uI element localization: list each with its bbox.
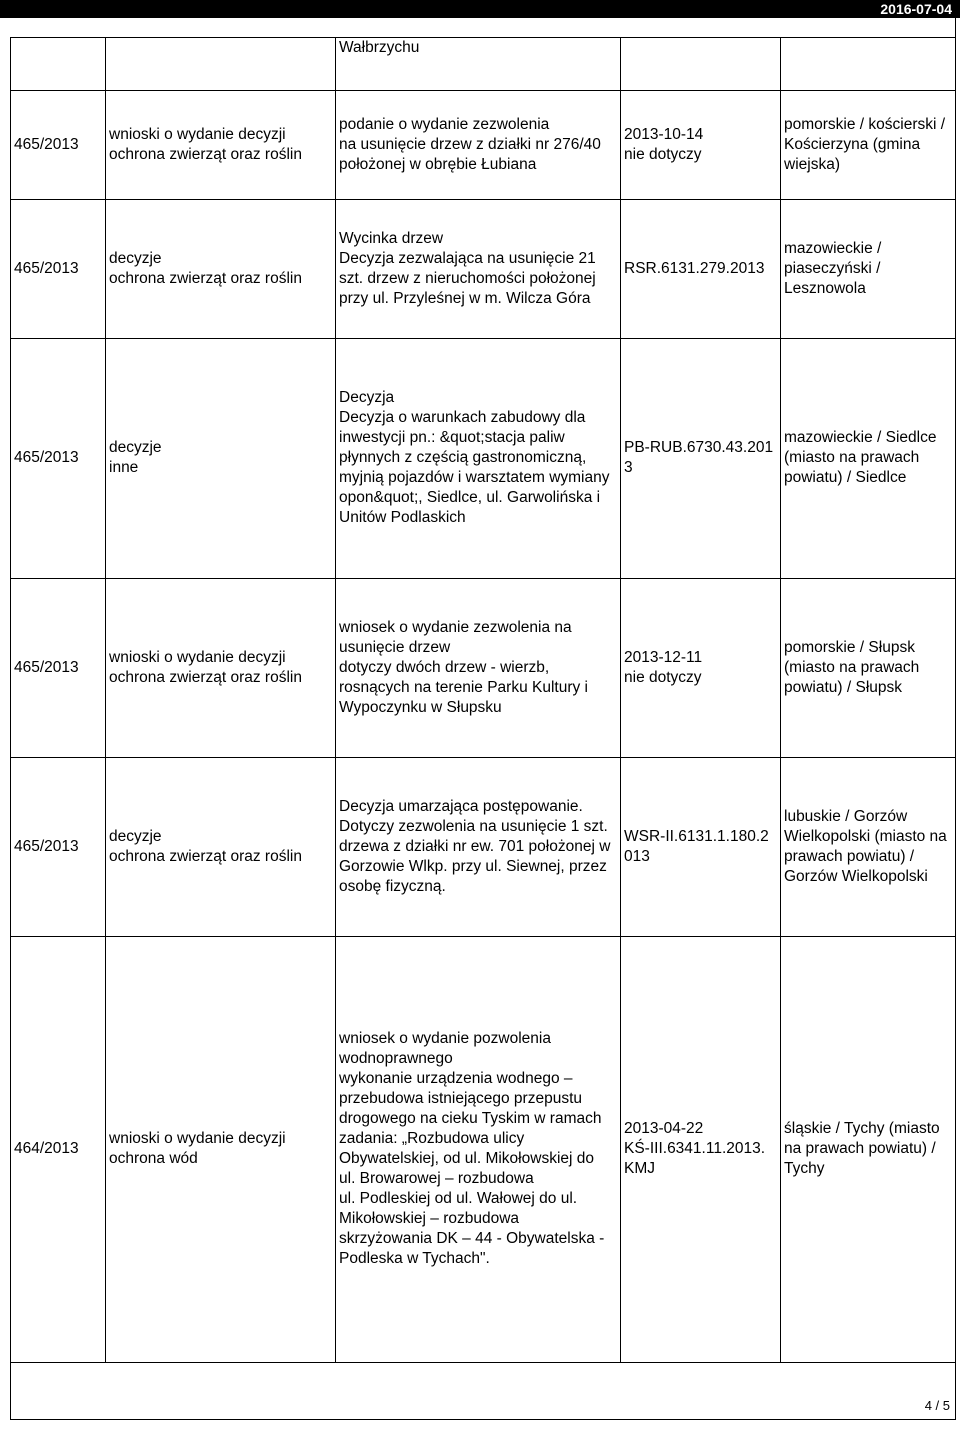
row-location [784,339,953,577]
row-date-ref [624,339,778,577]
row-category-line: wnioski o wydanie decyzji [109,125,286,143]
row-description-line: Decyzja umarzająca postępowanie. [339,797,583,815]
row-number [14,200,103,337]
row-description-line: wodnoprawnego [339,1050,453,1067]
row-description-line: Dotyczy zezwolenia na usunięcie 1 szt. [339,817,608,835]
row-category-line: ochrona wód [109,1150,198,1167]
grid-line-left [10,37,11,1362]
row-description-line: przy ul. Przyleśnej w m. Wilcza Góra [339,289,591,307]
row-category [109,339,333,577]
row-number-line: 465/2013 [14,259,79,277]
row-category-line: decyzje [109,249,162,267]
row-date-ref-line: 3 [624,459,633,476]
grid-line-row-7 [10,1362,956,1363]
row-description-line: wniosek o wydanie zezwolenia na [339,618,572,636]
row-description-line: Wycinka drzew [339,229,444,247]
row-date-ref-line: 013 [624,847,650,865]
row-description-line: osobę fizyczną. [339,877,446,895]
row-location [784,91,953,198]
row-location-line: Lesznowola [784,279,866,297]
row-description-line: Decyzja [339,389,395,406]
row-number-line: 465/2013 [14,837,79,855]
row-category-line: ochrona zwierząt oraz roślin [109,668,302,686]
row-date-ref-line: RSR.6131.279.2013 [624,259,765,277]
row-description-line: Gorzowie Wlkp. przy ul. Siewnej, przez [339,857,607,875]
row-date-ref-line: 2013-04-22 [624,1120,704,1137]
row-description [339,758,618,935]
row-date-ref-line: WSR-II.6131.1.180.2 [624,827,769,845]
row-description-line: płynnych z częścią gastronomiczną, [339,449,587,466]
row-date-ref [624,937,778,1361]
row-location-line: powiatu) / Siedlce [784,469,907,486]
row-description-line: dotyczy dwóch drzew - wierzb, [339,658,550,676]
row-category-line: ochrona zwierząt oraz roślin [109,269,302,287]
row-description-line: Wypoczynku w Słupsku [339,698,502,716]
grid-line-left-bottom [10,1362,11,1420]
row-location [784,200,953,337]
row-description-line: położonej w obrębie Łubiana [339,155,537,173]
row-date-ref-line: KMJ [624,1160,655,1177]
row-description [339,579,618,756]
row-location-line: Gorzów Wielkopolski [784,867,928,885]
row-number [14,758,103,935]
row-location-line: Kościerzyna (gmina [784,135,921,153]
row-number [14,339,103,577]
row-number [14,91,103,198]
row-description-line: rosnących na terenie Parku Kultury i [339,678,588,696]
grid-line-bottom [10,1419,956,1420]
row-description-line: ul. Podleskiej od ul. Wałowej do ul. [339,1190,578,1207]
row-description-line: skrzyżowania DK – 44 - Obywatelska - [339,1230,605,1247]
row-description-line: Decyzja o warunkach zabudowy dla [339,409,586,426]
row-category [109,91,333,198]
row-category-line: ochrona zwierząt oraz roślin [109,847,302,865]
row-location-line: mazowieckie / [784,239,882,257]
row-date-ref-line: 2013-12-11 [624,648,703,666]
row-location-line: Tychy [784,1160,825,1177]
row-location-line: pomorskie / kościerski / [784,115,946,133]
row-description-line: podanie o wydanie zezwolenia [339,115,550,133]
row-location-line: (miasto na prawach [784,658,920,676]
row-location-line: śląskie / Tychy (miasto [784,1120,940,1137]
row-category-line: inne [109,459,139,476]
row-description-line: wykonanie urządzenia wodnego – [339,1070,573,1087]
row-description [339,937,618,1361]
grid-line-row-0 [10,37,956,38]
row-date-ref-line: nie dotyczy [624,145,702,163]
grid-line-col-1 [105,37,106,1362]
header-bar [0,0,960,18]
row-location-line: powiatu) / Słupsk [784,678,903,696]
page-number: 4 / 5 [924,1398,950,1413]
row-description-line: wniosek o wydanie pozwolenia [339,1030,551,1047]
row-description [339,339,618,577]
row-description-line: usunięcie drzew [339,638,451,656]
row-description-line: Obywatelskiej, od ul. Mikołowskiej do [339,1150,594,1167]
row-description-line: Mikołowskiej – rozbudowa [339,1210,520,1227]
row-location-line: lubuskie / Gorzów [784,807,908,825]
row-date-ref-line: 2013-10-14 [624,125,704,143]
row-category-line: wnioski o wydanie decyzji [109,1130,286,1147]
row-number-line: 464/2013 [14,1140,79,1157]
first-row-text: Wałbrzychu [339,39,420,56]
row-location-line: (miasto na prawach [784,449,920,466]
row-category [109,758,333,935]
row-description-line: drzewa z działki nr ew. 701 położonej w [339,837,611,855]
row-description-line: ul. Browarowej – rozbudowa [339,1170,534,1187]
row-category-line: decyzje [109,439,162,456]
row-description-line: na usunięcie drzew z działki nr 276/40 [339,135,601,153]
row-location-line: na prawach powiatu) / [784,1140,936,1157]
row-category [109,937,333,1361]
row-description-line: Decyzja zezwalająca na usunięcie 21 [339,249,596,267]
row-description-line: zadania: „Rozbudowa ulicy [339,1130,525,1147]
row-location [784,937,953,1361]
row-date-ref [624,579,778,756]
row-number [14,579,103,756]
row-description-line: szt. drzew z nieruchomości położonej [339,269,596,287]
header-date: 2016-07-04 [880,1,952,17]
row-category [109,200,333,337]
row-description-line: Podleska w Tychach". [339,1250,490,1267]
row-description-line: przebudowa istniejącego przepustu [339,1090,582,1107]
row-number-line: 465/2013 [14,135,79,153]
grid-line-right-bottom [955,1362,956,1420]
row-description-line: Unitów Podlaskich [339,509,466,526]
row-description-line: inwestycji pn.: &quot;stacja paliw [339,429,565,446]
row-location [784,579,953,756]
row-date-ref [624,91,778,198]
row-date-ref [624,758,778,935]
grid-line-col-4 [780,37,781,1362]
row-date-ref-line: KŚ-III.6341.11.2013. [624,1140,766,1157]
row-location-line: piaseczyński / [784,259,881,277]
row-category [109,579,333,756]
grid-line-right [955,18,956,1362]
grid-line-col-3 [620,37,621,1362]
row-location-line: wiejska) [784,155,840,173]
row-location-line: prawach powiatu) / [784,847,915,865]
row-description-line: myjnią pojazdów i warsztatem wymiany [339,469,610,486]
row-date-ref-line: nie dotyczy [624,668,702,686]
row-category-line: decyzje [109,827,162,845]
row-description-line: drogowego na cieku Tyskim w ramach [339,1110,602,1127]
row-number [14,937,103,1361]
row-description [339,200,618,337]
grid-line-col-2 [335,37,336,1362]
row-description [339,91,618,198]
row-location [784,758,953,935]
row-location-line: Wielkopolski (miasto na [784,827,947,845]
row-date-ref [624,200,778,337]
row-number-line: 465/2013 [14,658,79,676]
row-category-line: wnioski o wydanie decyzji [109,648,286,666]
row-date-ref-line: PB-RUB.6730.43.201 [624,439,774,456]
row-category-line: ochrona zwierząt oraz roślin [109,145,302,163]
row-number-line: 465/2013 [14,449,79,466]
row-location-line: pomorskie / Słupsk [784,638,915,656]
row-location-line: mazowieckie / Siedlce [784,429,937,446]
row-description-line: opon&quot;, Siedlce, ul. Garwolińska i [339,489,601,506]
